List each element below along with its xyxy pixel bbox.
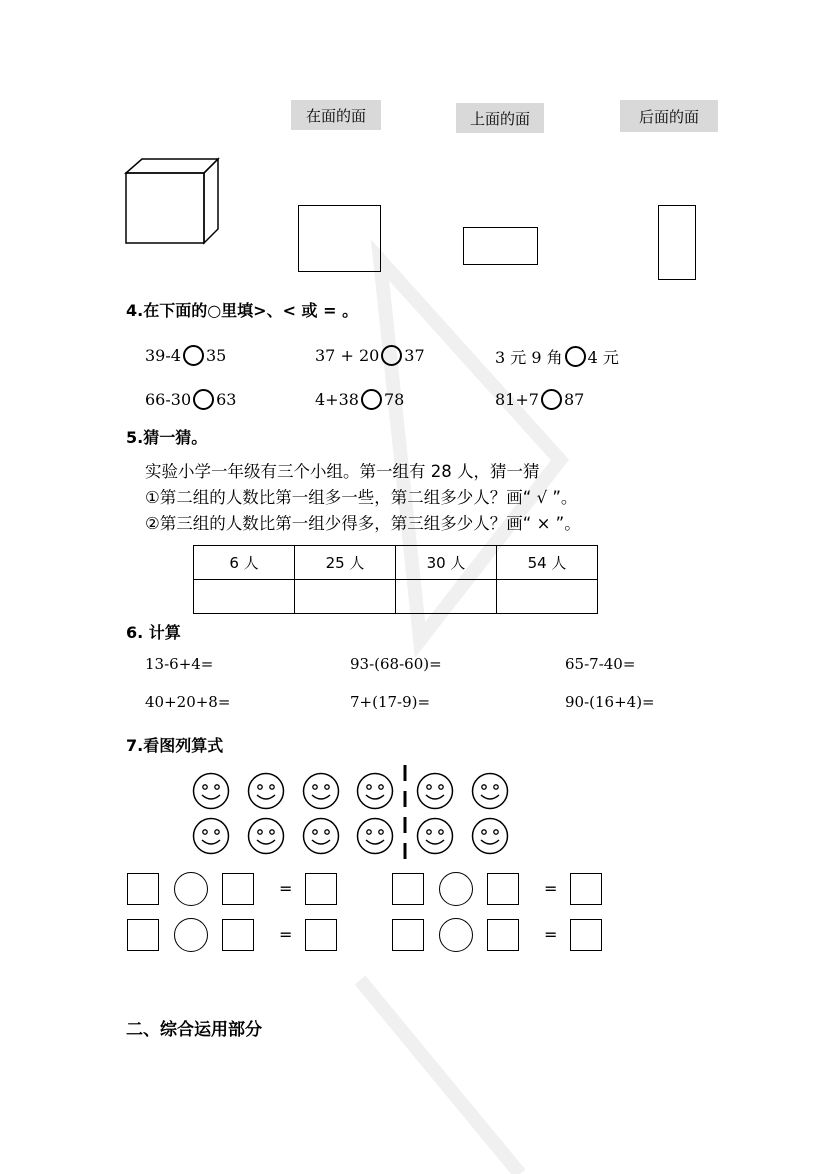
answer-box[interactable] [305, 919, 337, 951]
calc-1-3: 65-7-40= [565, 655, 636, 673]
smiley-face-icon [415, 771, 455, 811]
smiley-face-icon [470, 771, 510, 811]
q4-left: 4+38 [315, 390, 359, 409]
calc-1-2: 93-(68-60)= [350, 655, 442, 673]
q4-expr-1-2 [315, 345, 425, 366]
cuboid-figure [120, 155, 220, 250]
answer-circle[interactable] [193, 389, 214, 410]
equals-sign: = [279, 925, 293, 944]
answer-box[interactable] [487, 873, 519, 905]
q4-left: 81+7 [495, 390, 539, 409]
q5-line-3: ②第三组的人数比第一组少得多，第三组多少人？画“ × ”。 [145, 514, 581, 533]
answer-circle[interactable] [381, 345, 402, 366]
smiley-face-icon [415, 816, 455, 856]
equals-sign: = [544, 879, 558, 898]
dashed-divider [400, 765, 410, 863]
q4-right: 35 [205, 346, 227, 365]
section-2-heading: 二、综合运用部分 [126, 1020, 262, 1040]
q6-heading: 6. 计算 [126, 623, 181, 642]
q4-left: 39-4 [145, 346, 181, 365]
answer-circle[interactable] [361, 389, 382, 410]
answer-cell[interactable] [194, 580, 295, 614]
calc-2-3: 90-(16+4)= [565, 693, 655, 711]
q4-right: 63 [216, 390, 237, 409]
table-row [194, 580, 598, 614]
smiley-face-icon [301, 771, 341, 811]
q4-left: 37 + 20 [315, 346, 380, 365]
answer-circle[interactable] [541, 389, 562, 410]
q4-left: 66-30 [145, 390, 192, 409]
smiley-face-icon [355, 816, 395, 856]
option-cell: 6 人 [194, 546, 295, 580]
smiley-face-icon [470, 816, 510, 856]
answer-cell[interactable] [497, 580, 598, 614]
guess-table [193, 545, 598, 614]
answer-box[interactable] [127, 919, 159, 951]
operator-circle[interactable] [174, 872, 208, 906]
q4-heading: 4.在下面的○里填>、< 或 = 。 [126, 301, 359, 320]
q7-heading: 7.看图列算式 [126, 736, 224, 755]
equals-sign: = [544, 925, 558, 944]
answer-box[interactable] [305, 873, 337, 905]
q5-heading: 5.猜一猜。 [126, 428, 208, 447]
answer-box[interactable] [570, 919, 602, 951]
option-cell: 25 人 [295, 546, 396, 580]
answer-box[interactable] [392, 873, 424, 905]
answer-circle[interactable] [565, 346, 586, 367]
smiley-face-icon [355, 771, 395, 811]
answer-box[interactable] [570, 873, 602, 905]
answer-box[interactable] [222, 919, 254, 951]
q5-line-1: 实验小学一年级有三个小组。第一组有 28 人，猜一猜 [145, 462, 540, 481]
smiley-face-icon [301, 816, 341, 856]
answer-box[interactable] [487, 919, 519, 951]
side-face-rect [658, 205, 696, 280]
calc-2-2: 7+(17-9)= [350, 693, 431, 711]
operator-circle[interactable] [439, 872, 473, 906]
operator-circle[interactable] [439, 918, 473, 952]
option-cell: 30 人 [396, 546, 497, 580]
q5-line-2: ①第二组的人数比第一组多一些，第二组多少人？画“ √ ”。 [145, 488, 578, 507]
q4-expr-1-1 [145, 345, 226, 366]
answer-box[interactable] [392, 919, 424, 951]
q4-right: 87 [563, 390, 585, 409]
answer-cell[interactable] [295, 580, 396, 614]
view-label-front: 在面的面 [291, 100, 381, 130]
q4-right: 4 元 [587, 348, 619, 367]
view-label-top: 上面的面 [456, 103, 544, 133]
smiley-face-icon [246, 771, 286, 811]
q4-right: 37 [404, 346, 425, 365]
answer-circle[interactable] [183, 345, 204, 366]
answer-cell[interactable] [396, 580, 497, 614]
smiley-face-icon [191, 771, 231, 811]
q4-right: 78 [383, 390, 405, 409]
table-row [194, 546, 598, 580]
q4-expr-2-3 [495, 389, 584, 410]
operator-circle[interactable] [174, 918, 208, 952]
equals-sign: = [279, 879, 293, 898]
answer-box[interactable] [222, 873, 254, 905]
smiley-face-icon [191, 816, 231, 856]
front-face-rect [298, 205, 381, 272]
q4-expr-1-3 [495, 345, 619, 368]
view-label-back: 后面的面 [620, 100, 718, 132]
q4-left: 3 元 9 角 [495, 348, 563, 367]
calc-2-1: 40+20+8= [145, 693, 231, 711]
q4-expr-2-1 [145, 389, 236, 410]
smiley-face-icon [246, 816, 286, 856]
option-cell: 54 人 [497, 546, 598, 580]
calc-1-1: 13-6+4= [145, 655, 214, 673]
top-face-rect [463, 227, 538, 265]
answer-box[interactable] [127, 873, 159, 905]
q4-expr-2-2 [315, 389, 404, 410]
